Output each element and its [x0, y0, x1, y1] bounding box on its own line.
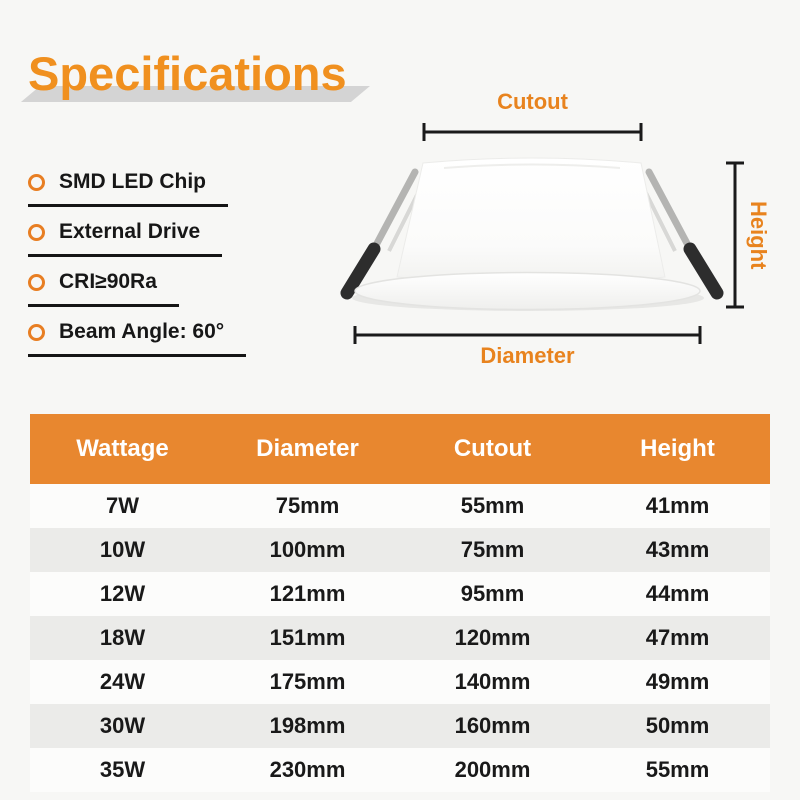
table-row [30, 528, 770, 572]
product-figure [334, 85, 774, 385]
table-cell: 95mm [460, 581, 525, 606]
column-header: Cutout [453, 435, 532, 462]
feature-label: External Drive [59, 220, 201, 243]
table-cell: 7W [106, 493, 139, 518]
table-body [30, 484, 770, 792]
column-header: Diameter [256, 435, 359, 462]
bullet-ring-icon [28, 324, 45, 341]
table-cell: 30W [99, 713, 146, 738]
page-title: Specifications [28, 47, 347, 100]
spec-table [30, 414, 770, 792]
table-cell: 44mm [645, 581, 710, 606]
table-cell: 55mm [645, 757, 710, 782]
table-cell: 75mm [460, 537, 525, 562]
table-cell: 35W [99, 757, 146, 782]
table-row [30, 660, 770, 704]
feature-label: CRI≥90Ra [59, 270, 157, 293]
table-cell: 12W [99, 581, 146, 606]
diameter-dimension-line [355, 326, 700, 344]
table-cell: 121mm [269, 581, 346, 606]
diameter-dim-label: Diameter [480, 343, 575, 368]
bullet-ring-icon [28, 274, 45, 291]
table-row [30, 484, 770, 528]
lamp-flange-shape [355, 273, 700, 310]
feature-item [28, 270, 179, 307]
table-cell: 47mm [645, 625, 710, 650]
table-cell: 10W [99, 537, 146, 562]
table-cell: 18W [99, 625, 146, 650]
table-cell: 140mm [454, 669, 531, 694]
downlight-illustration [334, 85, 774, 385]
cutout-dimension-line [424, 123, 641, 141]
table-cell: 175mm [269, 669, 346, 694]
height-dim-label: Height [746, 200, 771, 270]
table-cell: 100mm [269, 537, 346, 562]
table-cell: 43mm [645, 537, 710, 562]
table-cell: 50mm [645, 713, 710, 738]
table-cell: 151mm [269, 625, 346, 650]
table-cell: 41mm [645, 493, 710, 518]
table-cell: 120mm [454, 625, 531, 650]
column-header: Height [640, 435, 715, 462]
table-cell: 200mm [454, 757, 531, 782]
table-row [30, 704, 770, 748]
feature-label: SMD LED Chip [59, 170, 206, 193]
table-cell: 230mm [269, 757, 346, 782]
feature-item [28, 170, 228, 207]
feature-item [28, 320, 246, 357]
table-cell: 55mm [460, 493, 525, 518]
feature-list [28, 170, 246, 370]
table-cell: 49mm [645, 669, 710, 694]
table-row [30, 572, 770, 616]
table-row [30, 616, 770, 660]
table-cell: 198mm [269, 713, 346, 738]
table-row [30, 748, 770, 792]
table-header-row [30, 414, 770, 484]
height-dimension-line [726, 163, 744, 307]
bullet-ring-icon [28, 174, 45, 191]
bullet-ring-icon [28, 224, 45, 241]
cutout-dim-label: Cutout [497, 89, 568, 114]
table-cell: 24W [99, 669, 146, 694]
feature-label: Beam Angle: 60° [59, 320, 225, 343]
column-header: Wattage [76, 435, 169, 462]
feature-item [28, 220, 222, 257]
table-cell: 160mm [454, 713, 531, 738]
table-cell: 75mm [275, 493, 340, 518]
lamp-body-shape [397, 158, 665, 284]
